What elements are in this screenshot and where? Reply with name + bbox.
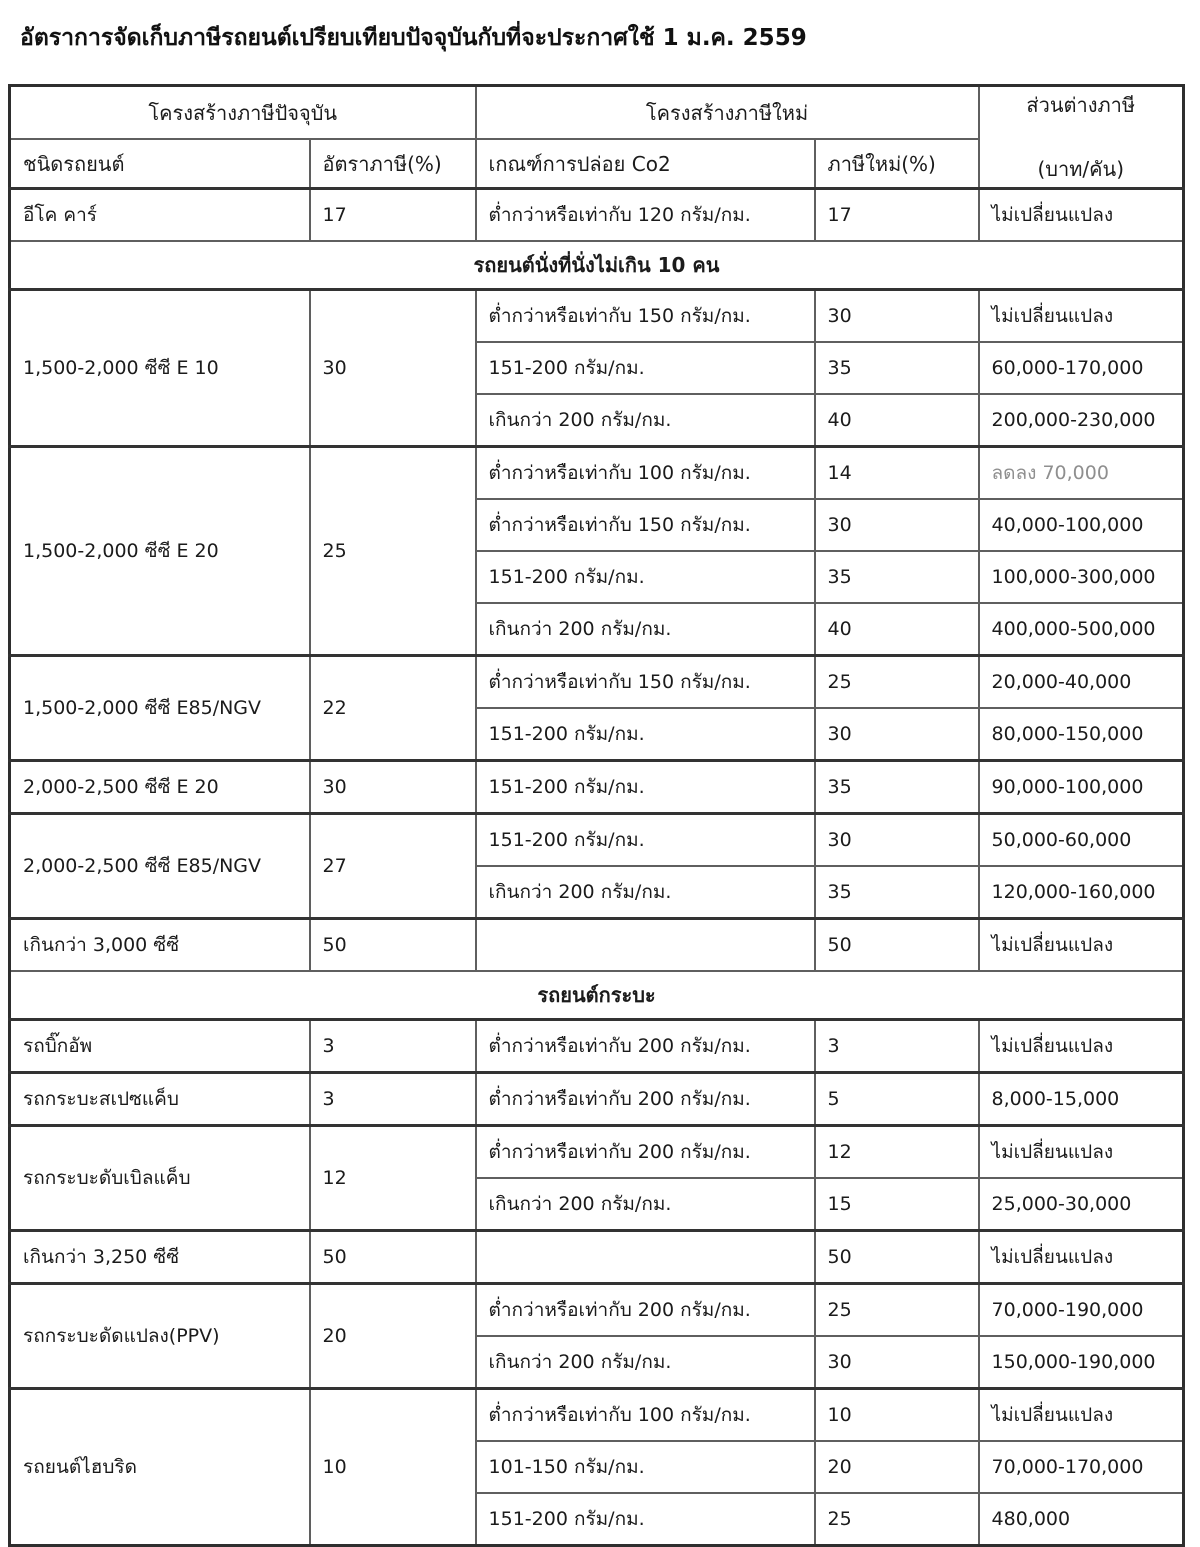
- tax-difference-cell: 80,000-150,000: [979, 708, 1184, 761]
- new-rate-cell: 40: [815, 394, 979, 447]
- vehicle-cell: เกินกว่า 3,000 ซีซี: [10, 919, 310, 972]
- vehicle-cell: เกินกว่า 3,250 ซีซี: [10, 1231, 310, 1284]
- new-rate-cell: 17: [815, 189, 979, 242]
- vehicle-cell: รถกระบะสเปซแค็บ: [10, 1073, 310, 1126]
- table-row: [10, 1073, 1184, 1126]
- tax-difference-cell: ไม่เปลี่ยนแปลง: [979, 290, 1184, 343]
- tax-difference-cell: 90,000-100,000: [979, 761, 1184, 814]
- co2-criteria-cell: 101-150 กรัม/กม.: [476, 1441, 815, 1493]
- new-rate-cell: 30: [815, 708, 979, 761]
- table-row: [10, 814, 1184, 867]
- tax-difference-cell: 200,000-230,000: [979, 394, 1184, 447]
- new-rate-cell: 25: [815, 656, 979, 709]
- co2-criteria-cell: เกินกว่า 200 กรัม/กม.: [476, 394, 815, 447]
- header-tax-difference-unit: (บาท/คัน): [1037, 157, 1125, 182]
- current-rate-cell: 3: [310, 1073, 476, 1126]
- vehicle-cell: 1,500-2,000 ซีซี E 20: [10, 447, 310, 656]
- current-rate-cell: 30: [310, 290, 476, 447]
- header-co2-criteria: เกณฑ์การปล่อย Co2: [476, 139, 815, 189]
- tax-difference-cell: 120,000-160,000: [979, 866, 1184, 919]
- new-rate-cell: 50: [815, 919, 979, 972]
- co2-criteria-cell: ต่ำกว่าหรือเท่ากับ 120 กรัม/กม.: [476, 189, 815, 242]
- tax-table-body: [10, 189, 1184, 1546]
- new-rate-cell: 35: [815, 551, 979, 603]
- vehicle-cell: รถบิ๊กอัพ: [10, 1020, 310, 1073]
- co2-criteria-cell: ต่ำกว่าหรือเท่ากับ 200 กรัม/กม.: [476, 1073, 815, 1126]
- current-rate-cell: 27: [310, 814, 476, 919]
- section-header: รถยนต์นั่งที่นั่งไม่เกิน 10 คน: [10, 241, 1184, 290]
- current-rate-cell: 30: [310, 761, 476, 814]
- tax-difference-cell: 50,000-60,000: [979, 814, 1184, 867]
- vehicle-cell: 1,500-2,000 ซีซี E 10: [10, 290, 310, 447]
- co2-criteria-cell: เกินกว่า 200 กรัม/กม.: [476, 1178, 815, 1231]
- tax-difference-cell: 70,000-190,000: [979, 1284, 1184, 1337]
- tax-difference-cell: ไม่เปลี่ยนแปลง: [979, 1389, 1184, 1442]
- table-row: [10, 1389, 1184, 1442]
- new-rate-cell: 10: [815, 1389, 979, 1442]
- tax-difference-cell: 70,000-170,000: [979, 1441, 1184, 1493]
- table-row: [10, 761, 1184, 814]
- tax-difference-cell: 100,000-300,000: [979, 551, 1184, 603]
- vehicle-cell: รถกระบะดัดแปลง(PPV): [10, 1284, 310, 1389]
- new-rate-cell: 15: [815, 1178, 979, 1231]
- co2-criteria-cell: ต่ำกว่าหรือเท่ากับ 100 กรัม/กม.: [476, 1389, 815, 1442]
- header-new-structure: โครงสร้างภาษีใหม่: [476, 86, 979, 140]
- tax-difference-cell: 150,000-190,000: [979, 1336, 1184, 1389]
- new-rate-cell: 35: [815, 866, 979, 919]
- current-rate-cell: 20: [310, 1284, 476, 1389]
- tax-difference-cell: 25,000-30,000: [979, 1178, 1184, 1231]
- current-rate-cell: 10: [310, 1389, 476, 1546]
- co2-criteria-cell: 151-200 กรัม/กม.: [476, 761, 815, 814]
- new-rate-cell: 30: [815, 499, 979, 551]
- new-rate-cell: 14: [815, 447, 979, 500]
- current-rate-cell: 3: [310, 1020, 476, 1073]
- new-rate-cell: 20: [815, 1441, 979, 1493]
- co2-criteria-cell: 151-200 กรัม/กม.: [476, 551, 815, 603]
- vehicle-cell: รถกระบะดับเบิลแค็บ: [10, 1126, 310, 1231]
- co2-criteria-cell: เกินกว่า 200 กรัม/กม.: [476, 866, 815, 919]
- tax-difference-cell: 20,000-40,000: [979, 656, 1184, 709]
- co2-criteria-cell: ต่ำกว่าหรือเท่ากับ 150 กรัม/กม.: [476, 656, 815, 709]
- table-row: [10, 1126, 1184, 1179]
- new-rate-cell: 25: [815, 1493, 979, 1546]
- tax-difference-cell: 480,000: [979, 1493, 1184, 1546]
- current-rate-cell: 50: [310, 1231, 476, 1284]
- current-rate-cell: 12: [310, 1126, 476, 1231]
- new-rate-cell: 35: [815, 342, 979, 394]
- header-row-groups: [10, 86, 1184, 140]
- table-row: [10, 189, 1184, 242]
- co2-criteria-cell: ต่ำกว่าหรือเท่ากับ 100 กรัม/กม.: [476, 447, 815, 500]
- header-new-rate: ภาษีใหม่(%): [815, 139, 979, 189]
- header-current-structure: โครงสร้างภาษีปัจจุบัน: [10, 86, 476, 140]
- co2-criteria-cell: ต่ำกว่าหรือเท่ากับ 200 กรัม/กม.: [476, 1284, 815, 1337]
- new-rate-cell: 30: [815, 814, 979, 867]
- tax-table: [8, 84, 1185, 1547]
- co2-criteria-cell: ต่ำกว่าหรือเท่ากับ 200 กรัม/กม.: [476, 1020, 815, 1073]
- table-row: [10, 1020, 1184, 1073]
- table-row: [10, 919, 1184, 972]
- co2-criteria-cell: ต่ำกว่าหรือเท่ากับ 150 กรัม/กม.: [476, 290, 815, 343]
- section-row: [10, 971, 1184, 1020]
- vehicle-cell: 1,500-2,000 ซีซี E85/NGV: [10, 656, 310, 761]
- current-rate-cell: 25: [310, 447, 476, 656]
- header-tax-difference-title: ส่วนต่างภาษี: [1026, 93, 1136, 118]
- vehicle-cell: 2,000-2,500 ซีซี E85/NGV: [10, 814, 310, 919]
- tax-table-header: [10, 86, 1184, 189]
- tax-difference-cell: ไม่เปลี่ยนแปลง: [979, 919, 1184, 972]
- section-header: รถยนต์กระบะ: [10, 971, 1184, 1020]
- co2-criteria-cell: ต่ำกว่าหรือเท่ากับ 200 กรัม/กม.: [476, 1126, 815, 1179]
- tax-difference-cell: ไม่เปลี่ยนแปลง: [979, 189, 1184, 242]
- new-rate-cell: 30: [815, 1336, 979, 1389]
- vehicle-cell: รถยนต์ไฮบริด: [10, 1389, 310, 1546]
- current-rate-cell: 17: [310, 189, 476, 242]
- co2-criteria-cell: 151-200 กรัม/กม.: [476, 814, 815, 867]
- section-row: [10, 241, 1184, 290]
- tax-difference-cell: 8,000-15,000: [979, 1073, 1184, 1126]
- table-row: [10, 290, 1184, 343]
- co2-criteria-cell: 151-200 กรัม/กม.: [476, 708, 815, 761]
- co2-criteria-cell: ต่ำกว่าหรือเท่ากับ 150 กรัม/กม.: [476, 499, 815, 551]
- new-rate-cell: 35: [815, 761, 979, 814]
- new-rate-cell: 5: [815, 1073, 979, 1126]
- table-row: [10, 447, 1184, 500]
- tax-difference-cell: 400,000-500,000: [979, 603, 1184, 656]
- page-title: อัตราการจัดเก็บภาษีรถยนต์เปรียบเทียบปัจจุบันกับที่จะประกาศใช้ 1 ม.ค. 2559: [20, 25, 807, 51]
- new-rate-cell: 40: [815, 603, 979, 656]
- new-rate-cell: 50: [815, 1231, 979, 1284]
- tax-difference-cell: 60,000-170,000: [979, 342, 1184, 394]
- co2-criteria-cell: เกินกว่า 200 กรัม/กม.: [476, 1336, 815, 1389]
- tax-difference-cell: ลดลง 70,000: [979, 447, 1184, 500]
- co2-criteria-cell: 151-200 กรัม/กม.: [476, 342, 815, 394]
- current-rate-cell: 22: [310, 656, 476, 761]
- tax-difference-cell: ไม่เปลี่ยนแปลง: [979, 1020, 1184, 1073]
- co2-criteria-cell: เกินกว่า 200 กรัม/กม.: [476, 603, 815, 656]
- current-rate-cell: 50: [310, 919, 476, 972]
- new-rate-cell: 12: [815, 1126, 979, 1179]
- vehicle-cell: 2,000-2,500 ซีซี E 20: [10, 761, 310, 814]
- co2-criteria-cell: [476, 919, 815, 972]
- co2-criteria-cell: 151-200 กรัม/กม.: [476, 1493, 815, 1546]
- header-vehicle-type: ชนิดรถยนต์: [10, 139, 310, 189]
- new-rate-cell: 30: [815, 290, 979, 343]
- table-row: [10, 656, 1184, 709]
- vehicle-cell: อีโค คาร์: [10, 189, 310, 242]
- header-current-rate: อัตราภาษี(%): [310, 139, 476, 189]
- header-tax-difference: [979, 86, 1184, 189]
- table-row: [10, 1284, 1184, 1337]
- tax-difference-cell: ไม่เปลี่ยนแปลง: [979, 1126, 1184, 1179]
- new-rate-cell: 3: [815, 1020, 979, 1073]
- co2-criteria-cell: [476, 1231, 815, 1284]
- tax-difference-cell: ไม่เปลี่ยนแปลง: [979, 1231, 1184, 1284]
- table-row: [10, 1231, 1184, 1284]
- new-rate-cell: 25: [815, 1284, 979, 1337]
- tax-difference-cell: 40,000-100,000: [979, 499, 1184, 551]
